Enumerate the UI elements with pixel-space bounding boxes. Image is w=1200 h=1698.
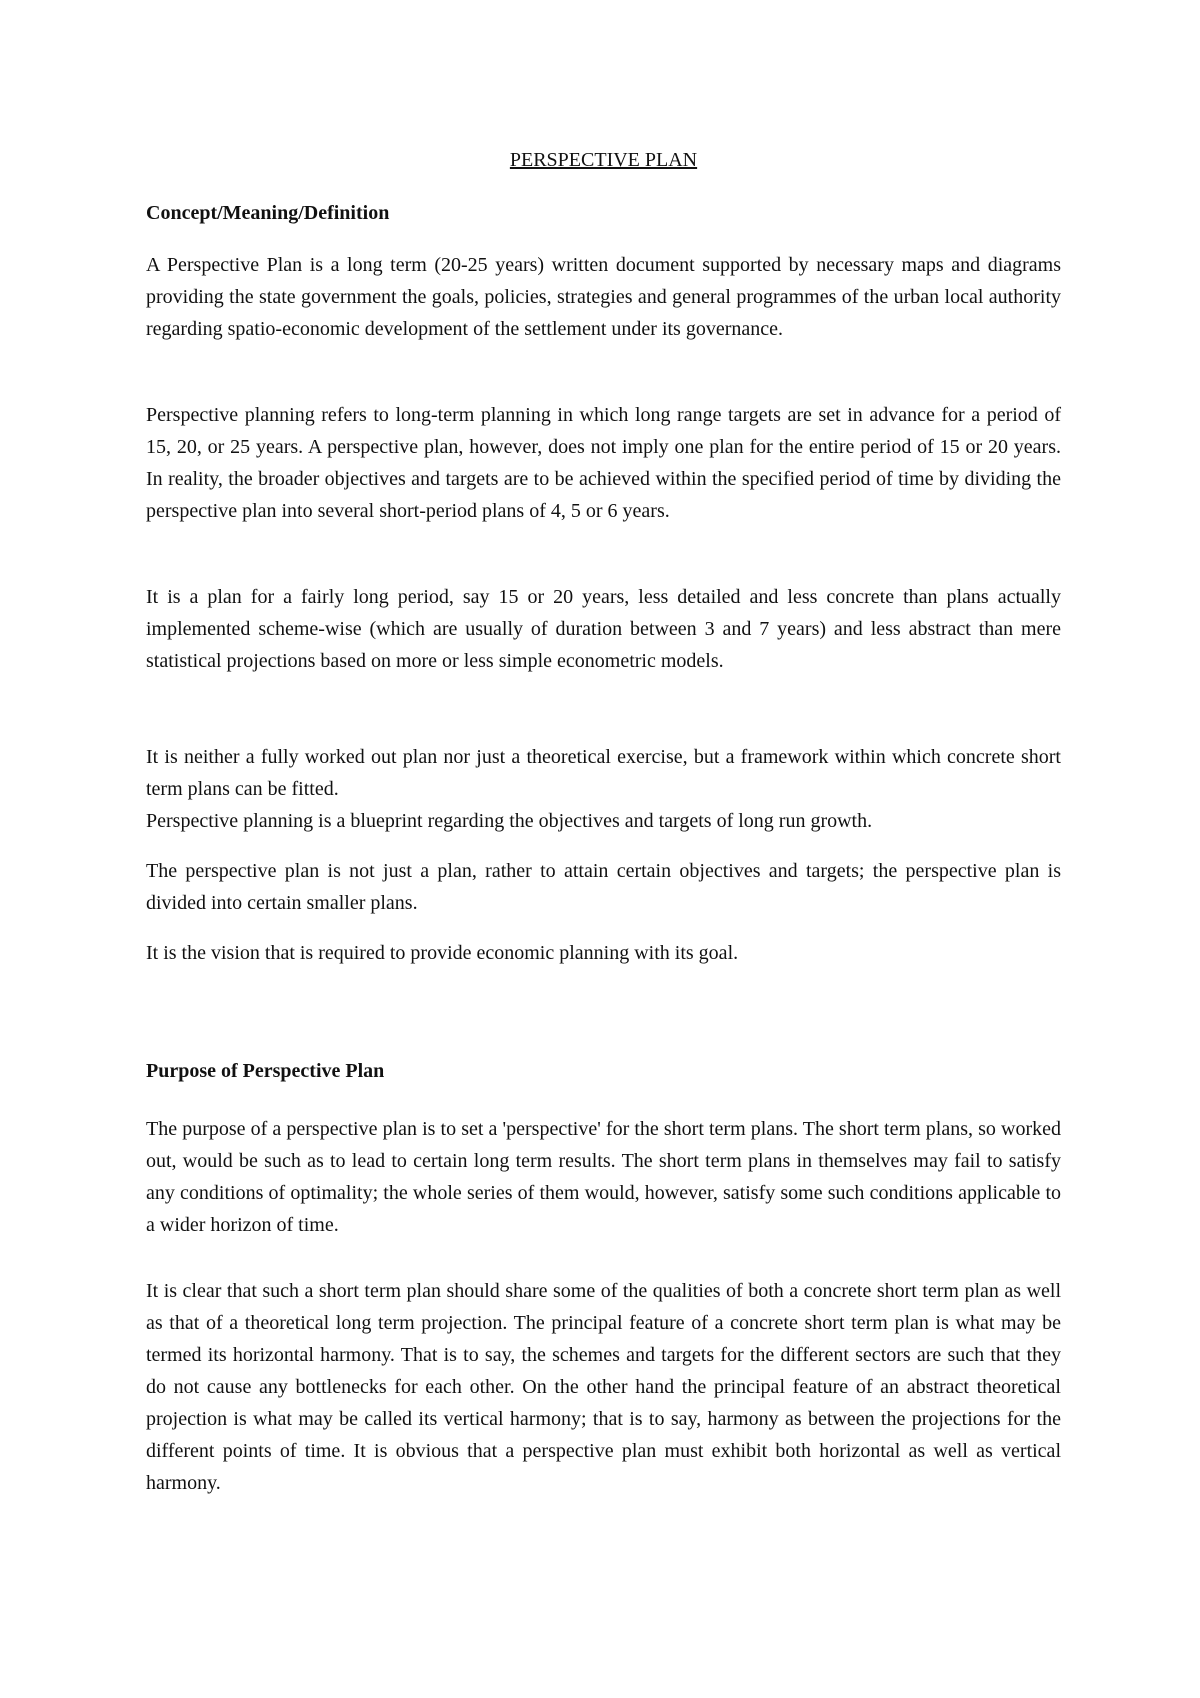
paragraph: A Perspective Plan is a long term (20-25 years) written document supported by necessary maps and diagrams providing the state government the goals, policies, strategies and general programmes of the urban local authority regarding spatio-economic development of the settlement under its governance. bbox=[146, 254, 1061, 340]
paragraph: The purpose of a perspective plan is to set a 'perspective' for the short term plans. The short term plans, so worked out, would be such as to lead to certain long term results. The short term plans in themselves may fail to satisfy any conditions of optimality; the whole series of them would, however, satisfy some such conditions applicable to a wider horizon of time. bbox=[146, 1118, 1061, 1236]
section-heading-purpose: Purpose of Perspective Plan bbox=[146, 1060, 385, 1082]
paragraph: Perspective planning is a blueprint regarding the objectives and targets of long run growth. bbox=[146, 810, 873, 832]
paragraph: It is clear that such a short term plan should share some of the qualities of both a concrete short term plan as well as that of a theoretical long term projection. The principal feature of a concrete short term plan is what may be termed its horizontal harmony. That is to say, the schemes and targets for the different sectors are such that they do not cause any bottlenecks for each other. On the other hand the principal feature of an abstract theoretical projection is what may be called its vertical harmony; that is to say, harmony as between the projections for the different points of time. It is obvious that a perspective plan must exhibit both horizontal as well as vertical harmony. bbox=[146, 1280, 1061, 1494]
paragraph: The perspective plan is not just a plan, rather to attain certain objectives and targets; the perspective plan is divided into certain smaller plans. bbox=[146, 860, 1061, 914]
paragraph: It is a plan for a fairly long period, say 15 or 20 years, less detailed and less concrete than plans actually implemented scheme-wise (which are usually of duration between 3 and 7 years) and less abstract than mere statistical projections based on more or less simple econometric models. bbox=[146, 586, 1061, 672]
paragraph: It is the vision that is required to provide economic planning with its goal. bbox=[146, 942, 739, 964]
section-heading-concept: Concept/Meaning/Definition bbox=[146, 202, 390, 224]
document-title: PERSPECTIVE PLAN bbox=[509, 149, 698, 171]
paragraph: It is neither a fully worked out plan nor just a theoretical exercise, but a framework within which concrete short term plans can be fitted. bbox=[146, 746, 1061, 800]
paragraph: Perspective planning refers to long-term planning in which long range targets are set in advance for a period of 15, 20, or 25 years. A perspective plan, however, does not imply one plan for the entire period of 15 or 20 years. In reality, the broader objectives and targets are to be achieved within the specified period of time by dividing the perspective plan into several short-period plans of 4, 5 or 6 years. bbox=[146, 404, 1061, 522]
